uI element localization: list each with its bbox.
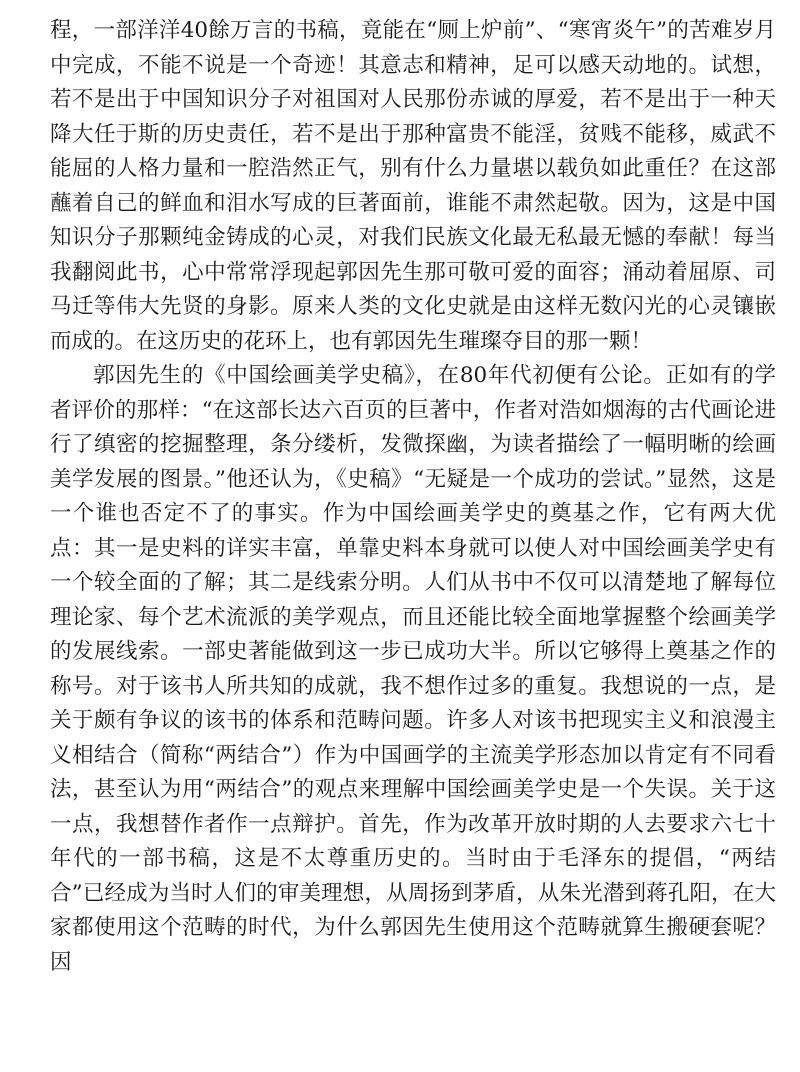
paragraph-continuation: 程，一部洋洋40餘万言的书稿，竟能在“厕上炉前”、“寒宵炎午”的苦难岁月中完成，不能不说是一个奇迹！其意志和精神，足可以感天动地的。试想，若不是出于中国知识分子对祖国对人民那份赤诚的厚爱，若不是出于一种天降大任于斯的历史责任，若不是出于那种富贵不能淫，贫贱不能移，威武不能屈的人格力量和一腔浩然正气，别有什么力量堪以载负如此重任？在这部蘸着自己的鲜血和泪水写成的巨著面前，谁能不肃然起敬。因为，这是中国知识分子那颗纯金铸成的心灵，对我们民族文化最无私最无憾的奉献！每当我翻阅此书，心中常常浮现起郭因先生那可敬可爱的面容；涌动着屈原、司马迁等伟大先贤的身影。原来人类的文化史就是由这样无数闪光的心灵镶嵌而成的。在这历史的花环上，也有郭因先生璀璨夺目的那一颗！ <box>50 18 776 354</box>
paragraph: 郭因先生的《中国绘画美学史稿》，在80年代初便有公论。正如有的学者评价的那样：“在这部长达六百页的巨著中，作者对浩如烟海的古代画论进行了缜密的挖掘整理，条分缕析，发微探幽，为读者描绘了一幅明晰的绘画美学发展的图景。”他还认为，《史稿》“无疑是一个成功的尝试。”显然，这是一个谁也否定不了的事实。作为中国绘画美学史的奠基之作，它有两大优点：其一是史料的详实丰富，单靠史料本身就可以使人对中国绘画美学史有一个较全面的了解；其二是线索分明。人们从书中不仅可以清楚地了解每位理论家、每个艺术流派的美学观点，而且还能比较全面地掌握整个绘画美学的发展线索。一部史著能做到这一步已成功大半。所以它够得上奠基之作的称号。对于该书人所共知的成就，我不想作过多的重复。我想说的一点，是关于颇有争议的该书的体系和范畴问题。许多人对该书把现实主义和浪漫主义相结合（简称“两结合”）作为中国画学的主流美学形态加以肯定有不同看法，甚至认为用“两结合”的观点来理解中国绘画美学史是一个失误。关于这一点，我想替作者作一点辩护。首先，作为改革开放时期的人去要求六七十年代的一部书稿，这是不太尊重历史的。当时由于毛泽东的提倡，“两结合”已经成为当时人们的审美理想，从周扬到茅盾，从朱光潜到蒋孔阳，在大家都使用这个范畴的时代，为什么郭因先生使用这个范畴就算生搬硬套呢？因 <box>50 363 776 975</box>
body-text <box>50 14 776 980</box>
